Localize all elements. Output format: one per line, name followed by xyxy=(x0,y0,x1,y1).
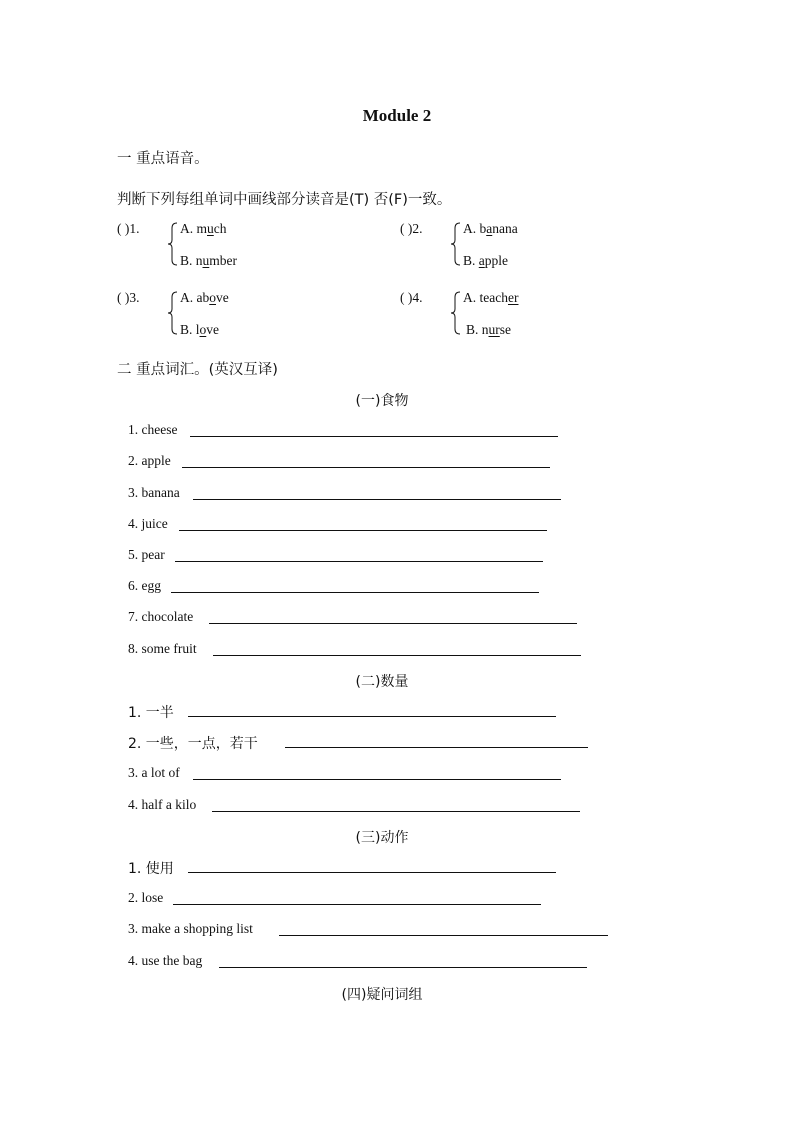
brace-icon xyxy=(450,291,461,335)
answer-bracket[interactable]: ( )3. xyxy=(117,290,140,305)
brace-icon xyxy=(167,222,178,266)
word-option-b: B. love xyxy=(180,322,220,337)
vocab-item: 1. 一半 xyxy=(128,705,174,721)
vocab-item: 4. use the bag xyxy=(128,953,203,968)
vocab-item: 4. half a kilo xyxy=(128,797,197,812)
answer-line[interactable] xyxy=(188,716,556,717)
answer-line[interactable] xyxy=(209,623,577,624)
answer-line[interactable] xyxy=(219,967,587,968)
group-title-actions: (三)动作 xyxy=(355,830,409,846)
section1-instruction: 判断下列每组单词中画线部分读音是(T) 否(F)一致。 xyxy=(117,192,452,208)
section2-heading: 二 重点词汇。(英汉互译) xyxy=(117,362,278,378)
page-title: Module 2 xyxy=(362,106,432,125)
vocab-item: 2. 一些，一点，若干 xyxy=(128,736,258,752)
brace-icon xyxy=(450,222,461,266)
vocab-item: 7. chocolate xyxy=(128,609,194,624)
section1-heading: 一 重点语音。 xyxy=(117,151,209,167)
answer-line[interactable] xyxy=(175,561,543,562)
word-option-a: A. above xyxy=(180,290,229,305)
vocab-item: 1. 使用 xyxy=(128,861,174,877)
word-option-b: B. nurse xyxy=(466,322,512,337)
vocab-item: 6. egg xyxy=(128,578,161,593)
vocab-item: 2. lose xyxy=(128,890,164,905)
word-option-a: A. teacher xyxy=(463,290,519,305)
word-option-b: B. apple xyxy=(463,253,509,268)
word-option-b: B. number xyxy=(180,253,238,268)
answer-line[interactable] xyxy=(279,935,608,936)
answer-line[interactable] xyxy=(188,872,556,873)
answer-line[interactable] xyxy=(193,499,561,500)
answer-bracket[interactable]: ( )1. xyxy=(117,221,140,236)
group-title-question-phrases: (四)疑问词组 xyxy=(341,987,423,1003)
answer-line[interactable] xyxy=(193,779,561,780)
vocab-item: 5. pear xyxy=(128,547,165,562)
group-title-quantity: (二)数量 xyxy=(355,674,409,690)
answer-line[interactable] xyxy=(212,811,580,812)
answer-line[interactable] xyxy=(285,747,588,748)
answer-bracket[interactable]: ( )4. xyxy=(400,290,423,305)
answer-bracket[interactable]: ( )2. xyxy=(400,221,423,236)
brace-icon xyxy=(167,291,178,335)
vocab-item: 3. a lot of xyxy=(128,765,180,780)
word-option-a: A. much xyxy=(180,221,227,236)
answer-line[interactable] xyxy=(173,904,541,905)
word-option-a: A. banana xyxy=(463,221,518,236)
answer-line[interactable] xyxy=(171,592,539,593)
vocab-item: 3. banana xyxy=(128,485,180,500)
vocab-item: 4. juice xyxy=(128,516,168,531)
answer-line[interactable] xyxy=(190,436,558,437)
answer-line[interactable] xyxy=(179,530,547,531)
answer-line[interactable] xyxy=(182,467,550,468)
group-title-food: (一)食物 xyxy=(355,393,409,409)
vocab-item: 8. some fruit xyxy=(128,641,197,656)
vocab-item: 3. make a shopping list xyxy=(128,921,253,936)
vocab-item: 2. apple xyxy=(128,453,171,468)
answer-line[interactable] xyxy=(213,655,581,656)
vocab-item: 1. cheese xyxy=(128,422,178,437)
